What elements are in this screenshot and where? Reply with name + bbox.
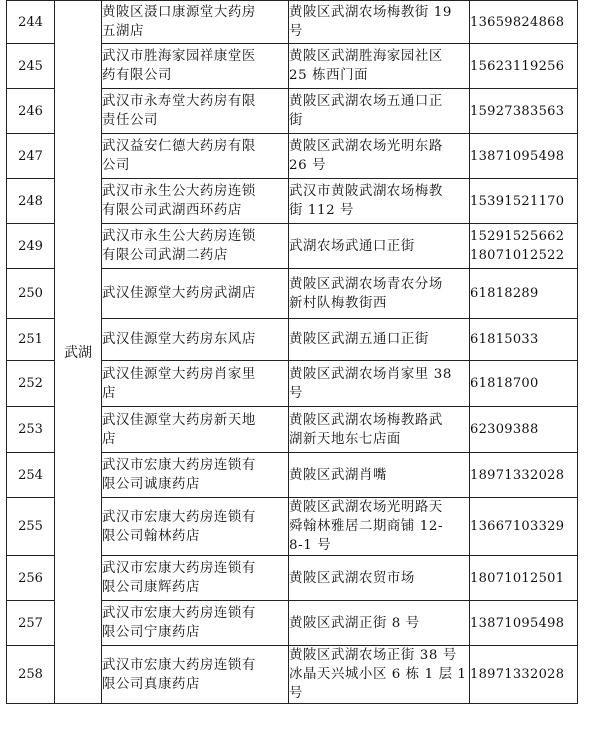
- pharmacy-name-line: 武汉佳源堂大药房东风店: [102, 332, 256, 347]
- pharmacy-phone-line: 18971332028: [470, 667, 565, 682]
- pharmacy-address-line: 新村队梅教街西: [289, 295, 387, 311]
- pharmacy-address-line: 号: [289, 686, 303, 701]
- pharmacy-address: [289, 89, 470, 134]
- pharmacy-address-line: 舜翰林雅居二期商铺 12-: [289, 519, 444, 534]
- pharmacy-phone-line: 18071012501: [470, 570, 565, 586]
- pharmacy-address-line: 黄陂区武湖农场光明路天: [289, 500, 443, 515]
- pharmacy-phone: [470, 498, 578, 556]
- row-number: 249: [7, 224, 55, 269]
- pharmacy-name-line: 药有限公司: [102, 68, 172, 83]
- pharmacy-address-line: 湖新天地东七店面: [289, 431, 401, 447]
- pharmacy-phone-line: 13659824868: [470, 14, 565, 30]
- pharmacy-address: [289, 319, 470, 361]
- pharmacy-name-line: 有限公司武湖二药店: [102, 248, 228, 263]
- pharmacy-name-line: 武汉市宏康大药房连锁有: [102, 509, 256, 525]
- pharmacy-name: [102, 319, 289, 361]
- pharmacy-name-line: 公司: [102, 158, 130, 173]
- pharmacy-name-line: 武汉佳源堂大药房肖家里: [102, 366, 256, 382]
- pharmacy-phone: [470, 407, 578, 453]
- pharmacy-address-line: 街 112 号: [289, 203, 355, 218]
- pharmacy-address-line: 黄陂区武湖农场青农分场: [289, 276, 443, 292]
- pharmacy-name-line: 限公司宁康药店: [102, 625, 200, 640]
- pharmacy-address: [289, 134, 470, 179]
- pharmacy-phone: [470, 361, 578, 407]
- pharmacy-phone-line: 18971332028: [470, 467, 565, 483]
- pharmacy-phone-line: 62309388: [470, 422, 539, 437]
- pharmacy-address-line: 黄陂区武湖肖嘴: [289, 467, 387, 483]
- pharmacy-phone-line: 13871095498: [470, 615, 565, 631]
- pharmacy-name-line: 责任公司: [102, 113, 158, 128]
- pharmacy-phone: [470, 646, 578, 704]
- row-number: 257: [7, 601, 55, 646]
- pharmacy-phone: [470, 89, 578, 134]
- pharmacy-address: [289, 498, 470, 556]
- row-number: 247: [7, 134, 55, 179]
- table-row: [7, 1, 578, 44]
- pharmacy-phone-line: 13667103329: [470, 519, 565, 534]
- pharmacy-phone: [470, 134, 578, 179]
- pharmacy-address: [289, 407, 470, 453]
- table-body: [7, 1, 578, 704]
- pharmacy-phone-line: 61815033: [470, 332, 539, 347]
- pharmacy-address-line: 黄陂区武湖农场肖家里 38: [289, 366, 453, 382]
- pharmacy-address-line: 黄陂区武湖农场梅教路武: [289, 412, 443, 428]
- pharmacy-address-line: 号: [289, 385, 303, 401]
- pharmacy-name-line: 店: [102, 431, 116, 447]
- pharmacy-phone-line: 18071012522: [470, 248, 565, 263]
- row-number: 246: [7, 89, 55, 134]
- pharmacy-address: [289, 556, 470, 601]
- pharmacy-name: [102, 179, 289, 224]
- pharmacy-address-line: 冰晶天兴城小区 6 栋 1 层 1: [289, 667, 467, 682]
- pharmacy-name-line: 武汉市永生公大药房连锁: [102, 229, 256, 244]
- pharmacy-name-line: 店: [102, 385, 116, 401]
- pharmacy-address: [289, 44, 470, 89]
- pharmacy-name: [102, 498, 289, 556]
- pharmacy-name-line: 武汉市宏康大药房连锁有: [102, 657, 256, 673]
- pharmacy-name-line: 武汉益安仁德大药房有限: [102, 139, 256, 154]
- row-number: 254: [7, 453, 55, 498]
- pharmacy-phone-line: 13871095498: [470, 148, 565, 164]
- pharmacy-name: [102, 134, 289, 179]
- pharmacy-phone-line: 15291525662: [470, 229, 565, 244]
- pharmacy-address: [289, 601, 470, 646]
- pharmacy-phone: [470, 1, 578, 44]
- pharmacy-name-line: 武汉市宏康大药房连锁有: [102, 561, 256, 576]
- pharmacy-address-line: 黄陂区武湖五通口正街: [289, 332, 429, 347]
- pharmacy-address: [289, 361, 470, 407]
- pharmacy-name-line: 限公司真康药店: [102, 676, 200, 692]
- row-number: 248: [7, 179, 55, 224]
- pharmacy-table: [6, 0, 578, 704]
- pharmacy-name-line: 限公司康辉药店: [102, 580, 200, 595]
- pharmacy-address: [289, 269, 470, 319]
- pharmacy-name-line: 武汉市宏康大药房连锁有: [102, 458, 256, 473]
- pharmacy-phone-line: 61818700: [470, 376, 539, 391]
- pharmacy-name-line: 限公司诚康药店: [102, 477, 200, 492]
- pharmacy-phone: [470, 453, 578, 498]
- pharmacy-address: [289, 224, 470, 269]
- pharmacy-name: [102, 224, 289, 269]
- pharmacy-address-line: 武湖农场武通口正街: [289, 238, 415, 254]
- pharmacy-name-line: 武汉佳源堂大药房新天地: [102, 412, 256, 428]
- pharmacy-name-line: 有限公司武湖西环药店: [102, 203, 242, 218]
- pharmacy-address: [289, 1, 470, 44]
- pharmacy-name: [102, 44, 289, 89]
- pharmacy-address-line: 25 栋西门面: [289, 68, 369, 83]
- pharmacy-phone: [470, 44, 578, 89]
- pharmacy-name-line: 武汉市永寿堂大药房有限: [102, 94, 256, 109]
- pharmacy-phone: [470, 556, 578, 601]
- pharmacy-address-line: 黄陂区武湖农场正街 38 号: [289, 648, 457, 663]
- pharmacy-phone: [470, 601, 578, 646]
- pharmacy-name: [102, 1, 289, 44]
- pharmacy-name: [102, 453, 289, 498]
- pharmacy-address-line: 黄陂区武湖正街 8 号: [289, 615, 420, 631]
- pharmacy-address-line: 黄陂区武湖农场梅教街 19: [289, 5, 453, 20]
- pharmacy-phone-line: 15927383563: [470, 103, 565, 119]
- pharmacy-name-line: 武汉佳源堂大药房武湖店: [102, 286, 256, 301]
- pharmacy-phone: [470, 224, 578, 269]
- pharmacy-name: [102, 407, 289, 453]
- pharmacy-address: [289, 646, 470, 704]
- pharmacy-name: [102, 361, 289, 407]
- pharmacy-phone-line: 15391521170: [470, 193, 565, 209]
- row-number: 245: [7, 44, 55, 89]
- pharmacy-name: [102, 601, 289, 646]
- pharmacy-address-line: 26 号: [289, 158, 327, 173]
- pharmacy-name-line: 武汉市宏康大药房连锁有: [102, 606, 256, 621]
- pharmacy-name-line: 五湖店: [102, 24, 144, 39]
- pharmacy-name: [102, 89, 289, 134]
- pharmacy-address: [289, 453, 470, 498]
- pharmacy-name-line: 武汉市胜海家园祥康堂医: [102, 49, 256, 64]
- pharmacy-phone-line: 15623119256: [470, 58, 565, 74]
- pharmacy-phone: [470, 319, 578, 361]
- pharmacy-name: [102, 556, 289, 601]
- pharmacy-name: [102, 646, 289, 704]
- pharmacy-address-line: 8-1 号: [289, 538, 332, 553]
- row-number: 250: [7, 269, 55, 319]
- row-number: 256: [7, 556, 55, 601]
- pharmacy-name-line: 限公司翰林药店: [102, 528, 200, 544]
- row-number: 258: [7, 646, 55, 704]
- row-number: 255: [7, 498, 55, 556]
- row-number: 253: [7, 407, 55, 453]
- pharmacy-phone: [470, 269, 578, 319]
- row-number: 252: [7, 361, 55, 407]
- pharmacy-address-line: 黄陂区武湖农场五通口正: [289, 94, 443, 109]
- pharmacy-address-line: 黄陂区武湖农场光明东路: [289, 139, 443, 154]
- pharmacy-name-line: 武汉市永生公大药房连锁: [102, 184, 256, 199]
- pharmacy-address-line: 号: [289, 24, 303, 39]
- pharmacy-address-line: 黄陂区武湖农贸市场: [289, 570, 415, 586]
- pharmacy-name-line: 黄陂区滠口康源堂大药房: [102, 5, 256, 20]
- pharmacy-address: [289, 179, 470, 224]
- pharmacy-phone: [470, 179, 578, 224]
- pharmacy-address-line: 街: [289, 113, 303, 128]
- pharmacy-name: [102, 269, 289, 319]
- pharmacy-phone-line: 61818289: [470, 286, 539, 301]
- pharmacy-address-line: 黄陂区武湖胜海家园社区: [289, 49, 443, 64]
- row-number: 244: [7, 1, 55, 44]
- district-cell: 武湖: [55, 1, 102, 704]
- row-number: 251: [7, 319, 55, 361]
- pharmacy-address-line: 武汉市黄陂武湖农场梅教: [289, 184, 443, 199]
